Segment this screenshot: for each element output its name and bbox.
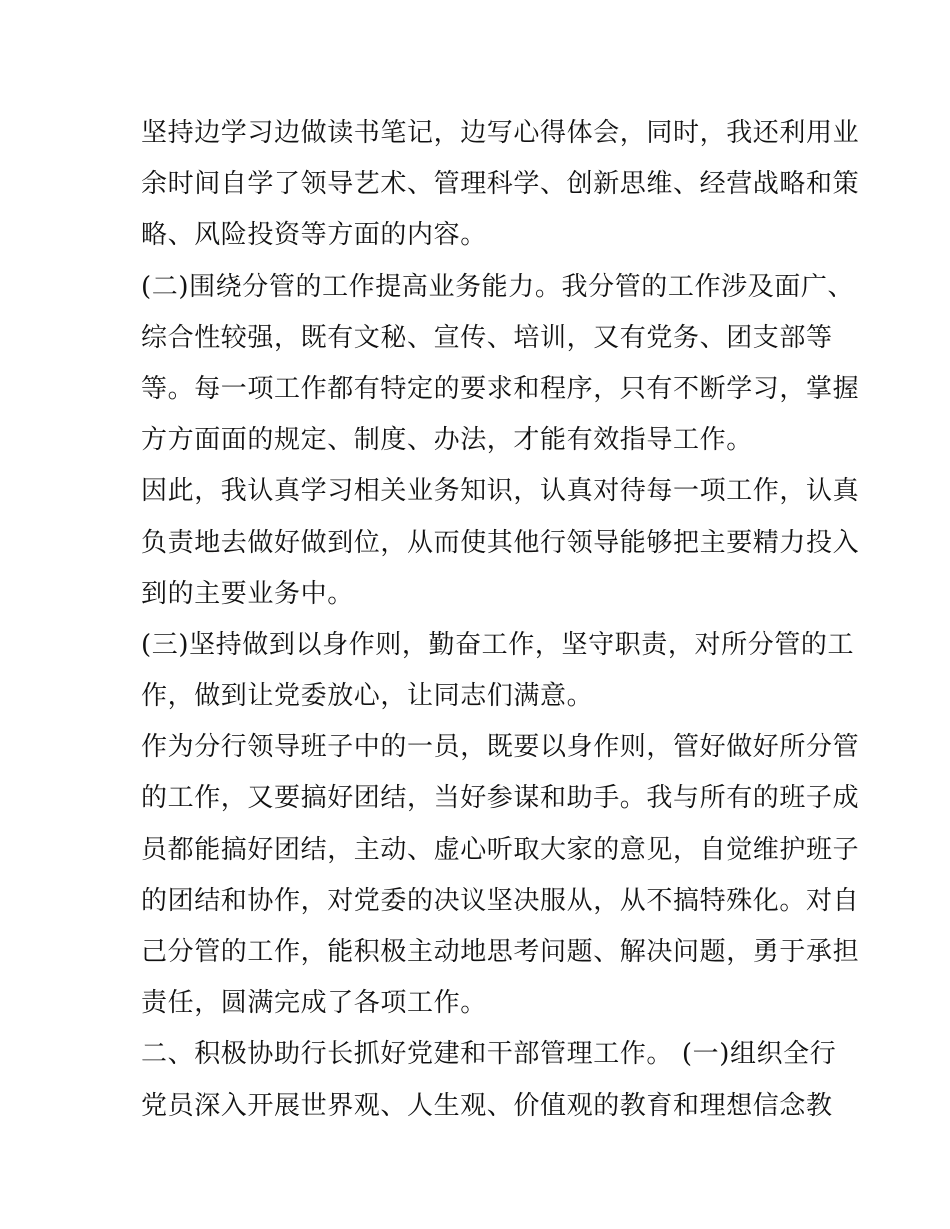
text-line: 综合性较强，既有文秘、宣传、培训，又有党务、团支部等 bbox=[141, 322, 833, 353]
text-line: 作为分行领导班子中的一员，既要以身作则，管好做好所分管 bbox=[141, 732, 860, 763]
text-line: (二)围绕分管的工作提高业务能力。我分管的工作涉及面广、 bbox=[141, 271, 855, 302]
text-line: 到的主要业务中。 bbox=[141, 578, 354, 609]
text-line: 党员深入开展世界观、人生观、价值观的教育和理想信念教 bbox=[141, 1090, 833, 1121]
text-line: 己分管的工作，能积极主动地思考问题、解决问题，勇于承担 bbox=[141, 937, 860, 967]
text-line: 坚持边学习边做读书笔记，边写心得体会，同时，我还利用业 bbox=[141, 118, 860, 148]
text-line: 等。每一项工作都有特定的要求和程序，只有不断学习，掌握 bbox=[141, 373, 860, 404]
text-line: 的团结和协作，对党委的决议坚决服从，从不搞特殊化。对自 bbox=[141, 885, 860, 916]
document-body bbox=[141, 108, 860, 1132]
text-line: 二、积极协助行长抓好党建和干部管理工作。 (一)组织全行 bbox=[141, 1039, 837, 1070]
text-line: 方方面面的规定、制度、办法，才能有效指导工作。 bbox=[141, 425, 753, 456]
text-line: (三)坚持做到以身作则，勤奋工作，坚守职责，对所分管的工 bbox=[141, 629, 855, 660]
text-line: 略、风险投资等方面的内容。 bbox=[141, 220, 487, 251]
text-line: 因此，我认真学习相关业务知识，认真对待每一项工作，认真 bbox=[141, 476, 860, 507]
text-line: 作，做到让党委放心，让同志们满意。 bbox=[141, 681, 594, 712]
text-line: 的工作，又要搞好团结，当好参谋和助手。我与所有的班子成 bbox=[141, 783, 860, 814]
text-line: 员都能搞好团结，主动、虚心听取大家的意见，自觉维护班子 bbox=[141, 834, 860, 865]
text-line: 余时间自学了领导艺术、管理科学、创新思维、经营战略和策 bbox=[141, 169, 860, 200]
text-line: 负责地去做好做到位，从而使其他行领导能够把主要精力投入 bbox=[141, 527, 860, 558]
text-line: 责任，圆满完成了各项工作。 bbox=[141, 988, 487, 1019]
